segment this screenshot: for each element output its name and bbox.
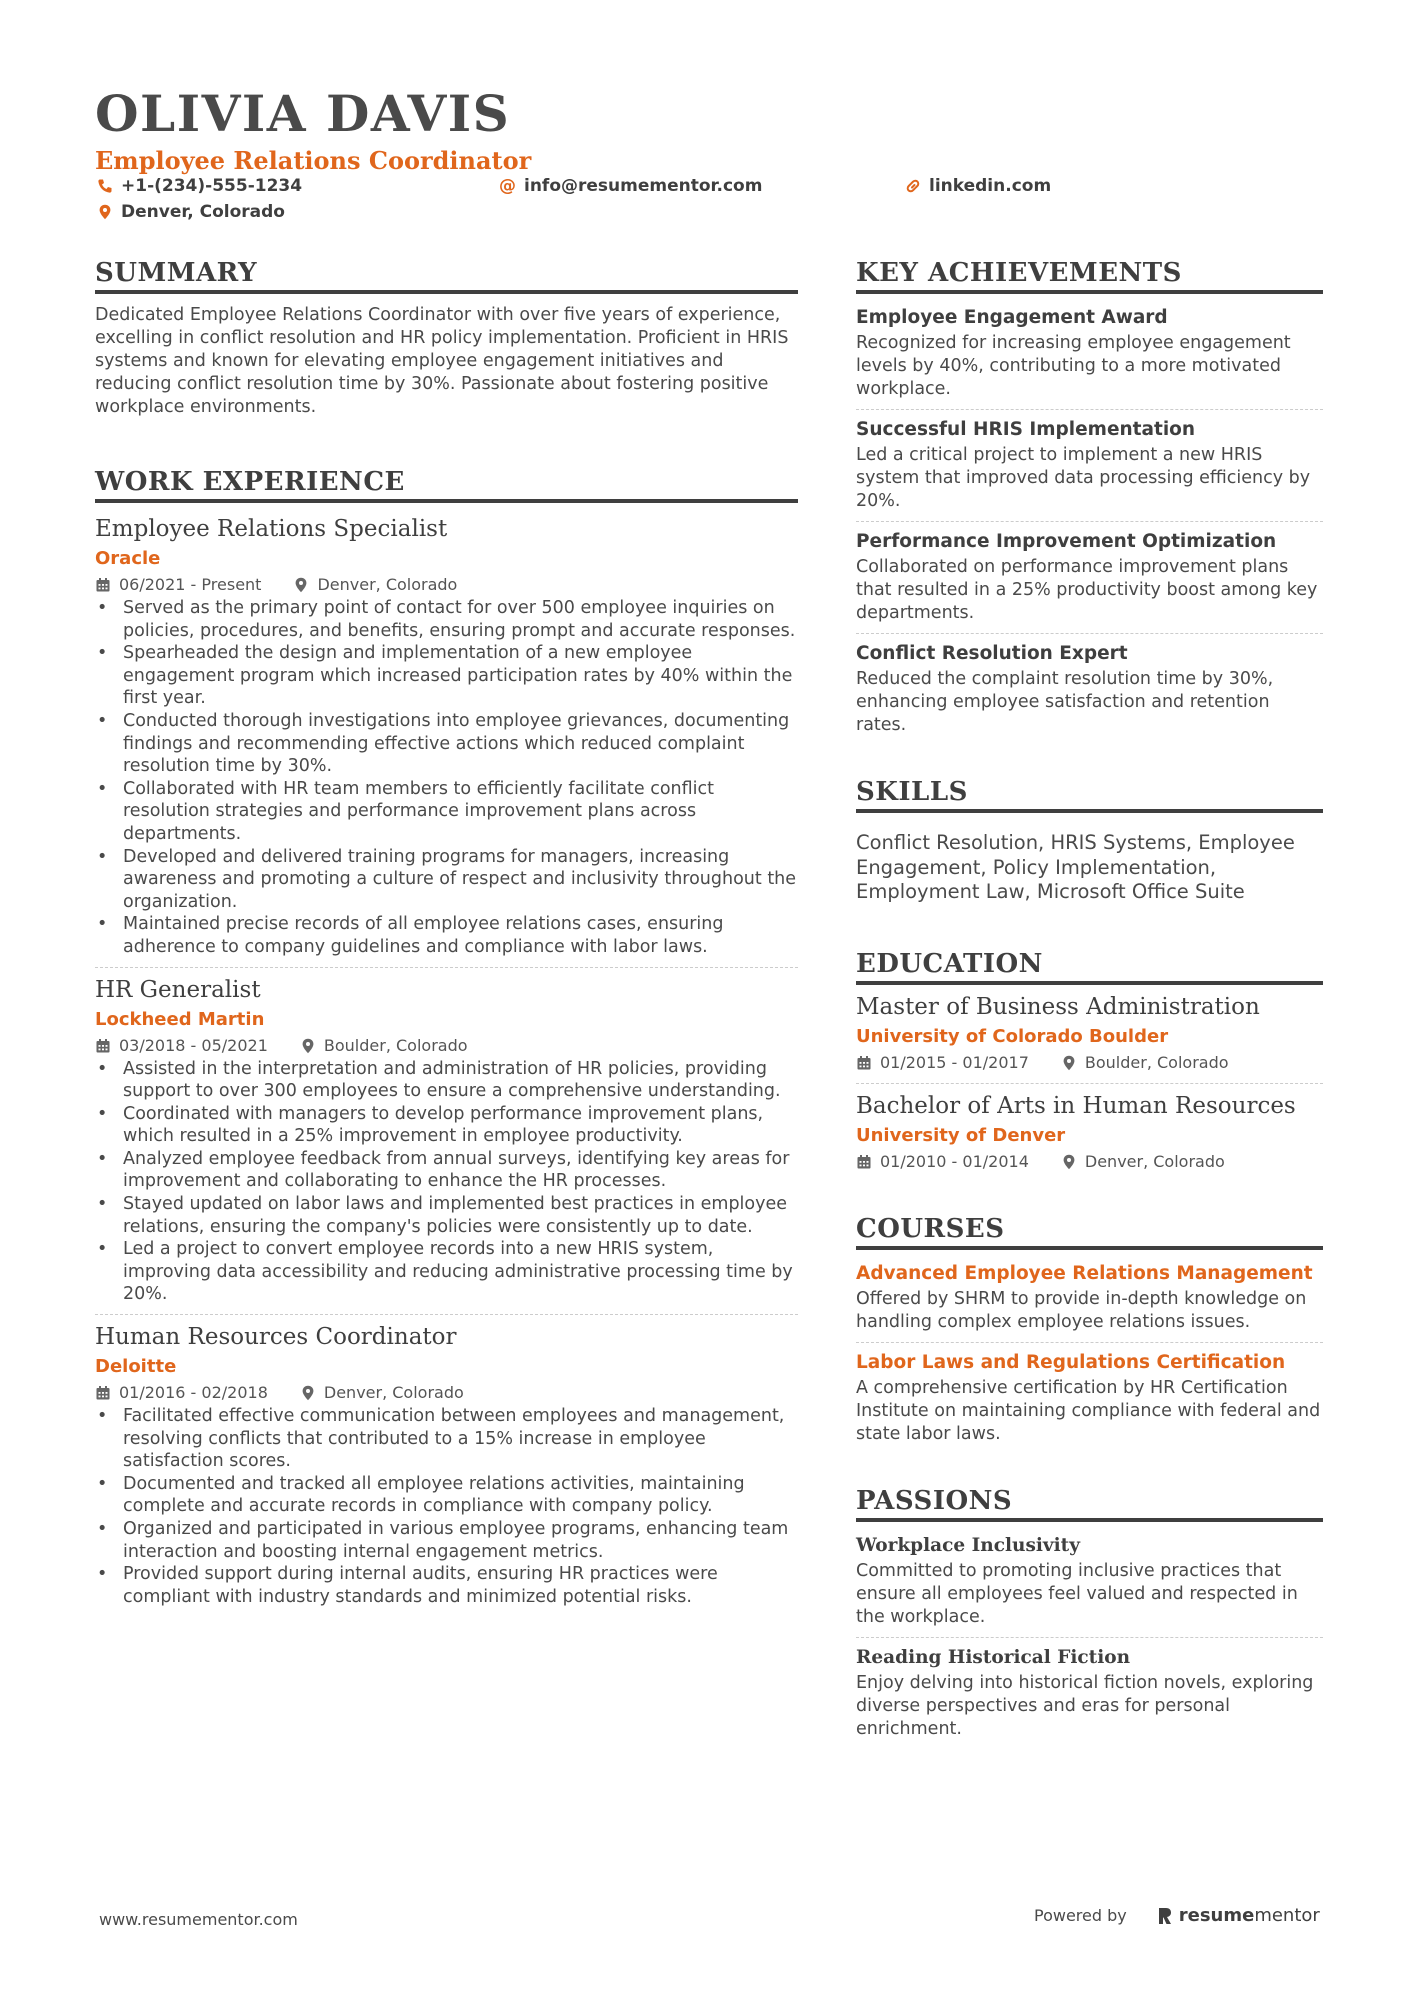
- job-bullet: • Developed and delivered training programs for managers, increasing awareness and promoting a culture of respect and inclusivity throughout the organization.: [95, 846, 798, 914]
- job-bullet: • Facilitated effective communication between employees and management, resolving conflicts that contributed to a 15% increase in employee satisfaction scores.: [95, 1405, 798, 1473]
- location-contact: [97, 202, 285, 222]
- date-range: 01/2010 - 01/2014: [880, 1151, 1029, 1171]
- education-heading: EDUCATION: [856, 949, 1323, 985]
- location-pin-icon: [300, 1385, 316, 1401]
- contact-row-1: [95, 176, 1325, 202]
- location-pin-icon: [1061, 1055, 1077, 1071]
- left-column: [95, 258, 798, 1608]
- phone-icon: [97, 178, 113, 194]
- course-item: [856, 1349, 1323, 1446]
- location-text: Denver, Colorado: [1084, 1151, 1225, 1171]
- linkedin-contact[interactable]: [905, 176, 1051, 196]
- email-contact[interactable]: [499, 176, 762, 196]
- education-item: [856, 1090, 1323, 1174]
- course-text: Offered by SHRM to provide in-depth knowledge on handling complex employee relations issues.: [856, 1288, 1307, 1332]
- achievement-item: [856, 416, 1323, 513]
- location-pin-icon: [293, 577, 309, 593]
- divider: [856, 1083, 1323, 1084]
- passions-section: [856, 1486, 1323, 1741]
- date-location-row: [856, 1051, 1323, 1075]
- course-title: Labor Laws and Regulations Certification: [856, 1351, 1286, 1373]
- education-section: [856, 949, 1323, 1174]
- summary-section: [95, 258, 798, 419]
- location-text: Denver, Colorado: [121, 202, 285, 222]
- location-pin-icon: [1061, 1154, 1077, 1170]
- job-entry: [95, 513, 798, 959]
- passion-item: [856, 1644, 1323, 1741]
- skills-text: Conflict Resolution, HRIS Systems, Employee Engagement, Policy Implementation, Employment Law, Microsoft Office Suite: [856, 831, 1295, 903]
- degree-title: Bachelor of Arts in Human Resources: [856, 1092, 1296, 1119]
- job-bullets: [95, 1058, 798, 1307]
- location-text: Denver, Colorado: [317, 575, 458, 594]
- brand-name-bold: resume: [1178, 1905, 1255, 1926]
- passion-list: [856, 1532, 1323, 1741]
- achievement-text: Recognized for increasing employee engagement levels by 40%, contributing to a more motivated workplace.: [856, 333, 1291, 399]
- passions-heading: PASSIONS: [856, 1486, 1323, 1522]
- date-range: 01/2015 - 01/2017: [880, 1052, 1029, 1072]
- job-title: HR Generalist: [95, 976, 261, 1003]
- skills-heading: SKILLS: [856, 777, 1323, 813]
- passion-title: Workplace Inclusivity: [856, 1534, 1080, 1556]
- school-name: University of Colorado Boulder: [856, 1025, 1169, 1047]
- divider: [856, 633, 1323, 634]
- job-list: [95, 513, 798, 1608]
- job-entry: [95, 1321, 798, 1608]
- job-bullet: • Collaborated with HR team members to efficiently facilitate conflict resolution strategies and performance improvement plans across departments.: [95, 778, 798, 846]
- education-list: [856, 991, 1323, 1174]
- job-bullet: • Analyzed employee feedback from annual surveys, identifying key areas for improvement and collaborating to enhance the HR processes.: [95, 1148, 798, 1193]
- job-bullets: [95, 597, 798, 959]
- phone-text: +1-(234)-555-1234: [121, 176, 303, 196]
- education-item: [856, 991, 1323, 1075]
- brand-name-light: mentor: [1254, 1905, 1320, 1926]
- footer-website[interactable]: www.resumementor.com: [99, 1910, 298, 1929]
- date-range: 06/2021 - Present: [119, 575, 262, 594]
- course-text: A comprehensive certification by HR Certification Institute on maintaining compliance with federal and state labor laws.: [856, 1377, 1321, 1444]
- work-experience-heading: WORK EXPERIENCE: [95, 467, 798, 503]
- achievements-section: [856, 258, 1323, 737]
- passion-title: Reading Historical Fiction: [856, 1646, 1131, 1668]
- date-location-row: [95, 1034, 798, 1058]
- job-bullet: • Led a project to convert employee records into a new HRIS system, improving data accessibility and reducing administrative processing time by 20%.: [95, 1238, 798, 1306]
- linkedin-text: linkedin.com: [929, 176, 1052, 196]
- divider: [856, 409, 1323, 410]
- achievement-title: Conflict Resolution Expert: [856, 643, 1128, 664]
- course-list: [856, 1260, 1323, 1446]
- divider: [95, 967, 798, 968]
- company-name: Lockheed Martin: [95, 1008, 265, 1030]
- achievement-text: Reduced the complaint resolution time by 30%, enhancing employee satisfaction and retention rates.: [856, 669, 1274, 735]
- degree-title: Master of Business Administration: [856, 993, 1260, 1020]
- at-icon: @: [499, 176, 516, 196]
- achievement-text: Collaborated on performance improvement plans that resulted in a 25% productivity boost among key departments.: [856, 557, 1318, 623]
- divider: [856, 521, 1323, 522]
- date-location-row: [95, 1381, 798, 1405]
- date-location-row: [95, 573, 798, 597]
- date-range: 01/2016 - 02/2018: [119, 1383, 268, 1403]
- passion-text: Enjoy delving into historical fiction novels, exploring diverse perspectives and eras for personal enrichment.: [856, 1672, 1314, 1739]
- job-bullet: • Documented and tracked all employee relations activities, maintaining complete and accurate records in compliance with company policy.: [95, 1473, 798, 1518]
- achievement-title: Successful HRIS Implementation: [856, 419, 1196, 440]
- achievements-heading: KEY ACHIEVEMENTS: [856, 258, 1323, 294]
- job-bullet: • Provided support during internal audits, ensuring HR practices were compliant with industry standards and minimized potential risks.: [95, 1563, 798, 1608]
- location-pin-icon: [300, 1038, 316, 1054]
- course-title: Advanced Employee Relations Management: [856, 1262, 1313, 1284]
- location-text: Boulder, Colorado: [323, 1035, 468, 1055]
- powered-by-text: Powered by: [1034, 1906, 1127, 1925]
- resume-header: [95, 84, 1325, 228]
- calendar-icon: [856, 1154, 872, 1170]
- location-text: Boulder, Colorado: [1084, 1052, 1229, 1072]
- email-text: info@resumementor.com: [524, 176, 763, 196]
- courses-heading: COURSES: [856, 1214, 1323, 1250]
- job-bullet: • Spearheaded the design and implementation of a new employee engagement program which increased participation rates by 40% within the first year.: [95, 642, 798, 710]
- skills-section: [856, 777, 1323, 905]
- divider: [95, 1314, 798, 1315]
- calendar-icon: [95, 1385, 111, 1401]
- job-bullets: [95, 1405, 798, 1608]
- brand-logo[interactable]: [1157, 1905, 1320, 1926]
- school-name: University of Denver: [856, 1124, 1066, 1146]
- achievement-text: Led a critical project to implement a new HRIS system that improved data processing efficiency by 20%.: [856, 445, 1311, 511]
- phone-contact[interactable]: [97, 176, 302, 196]
- company-name: Deloitte: [95, 1356, 177, 1378]
- courses-section: [856, 1214, 1323, 1446]
- job-title: Human Resources Coordinator: [95, 1324, 457, 1351]
- divider: [856, 1342, 1323, 1343]
- date-range: 03/2018 - 05/2021: [119, 1035, 268, 1055]
- job-bullet: • Organized and participated in various employee programs, enhancing team interaction and boosting internal engagement metrics.: [95, 1518, 798, 1563]
- summary-text: Dedicated Employee Relations Coordinator with over five years of experience, excelling in conflict resolution and HR policy implementation. Proficient in HRIS systems and known for elevating employee engagement initiatives and reducing conflict resolution time by 30%. Passionate about fostering positive workplace environments.: [95, 305, 789, 417]
- passion-item: [856, 1532, 1323, 1629]
- job-bullet: • Conducted thorough investigations into employee grievances, documenting findings and recommending effective actions which reduced complaint resolution time by 30%.: [95, 710, 798, 778]
- job-bullet: • Maintained precise records of all employee relations cases, ensuring adherence to company guidelines and compliance with labor laws.: [95, 913, 798, 958]
- passion-text: Committed to promoting inclusive practices that ensure all employees feel valued and respected in the workplace.: [856, 1560, 1298, 1627]
- achievement-item: [856, 304, 1323, 401]
- calendar-icon: [95, 1038, 111, 1054]
- resumementor-logo-icon: [1157, 1906, 1173, 1926]
- achievement-item: [856, 640, 1323, 737]
- candidate-name: OLIVIA DAVIS: [95, 84, 511, 143]
- link-icon: [905, 178, 921, 194]
- calendar-icon: [95, 577, 111, 593]
- job-title: Employee Relations Specialist: [95, 516, 448, 542]
- candidate-title: Employee Relations Coordinator: [95, 146, 532, 175]
- divider: [856, 1637, 1323, 1638]
- job-bullet: • Served as the primary point of contact for over 500 employee inquiries on policies, procedures, and benefits, ensuring prompt and accurate responses.: [95, 597, 798, 642]
- contact-row-2: [95, 202, 1325, 228]
- course-item: [856, 1260, 1323, 1334]
- right-column: [856, 258, 1323, 1741]
- summary-heading: SUMMARY: [95, 258, 798, 294]
- date-location-row: [856, 1150, 1323, 1174]
- job-bullet: • Assisted in the interpretation and administration of HR policies, providing support to over 300 employees to ensure a comprehensive understanding.: [95, 1058, 798, 1103]
- location-pin-icon: [97, 204, 113, 220]
- work-experience-section: [95, 467, 798, 1608]
- achievement-title: Performance Improvement Optimization: [856, 531, 1277, 552]
- calendar-icon: [856, 1055, 872, 1071]
- job-bullet: • Coordinated with managers to develop performance improvement plans, which resulted in a 25% improvement in employee productivity.: [95, 1103, 798, 1148]
- company-name: Oracle: [95, 548, 161, 569]
- footer-branding: [1034, 1905, 1320, 1926]
- achievement-list: [856, 304, 1323, 737]
- location-text: Denver, Colorado: [323, 1383, 464, 1403]
- achievement-item: [856, 528, 1323, 625]
- achievement-title: Employee Engagement Award: [856, 307, 1168, 328]
- job-entry: [95, 974, 798, 1307]
- job-bullet: • Stayed updated on labor laws and implemented best practices in employee relations, ensuring the company's policies were consistently up to date.: [95, 1193, 798, 1238]
